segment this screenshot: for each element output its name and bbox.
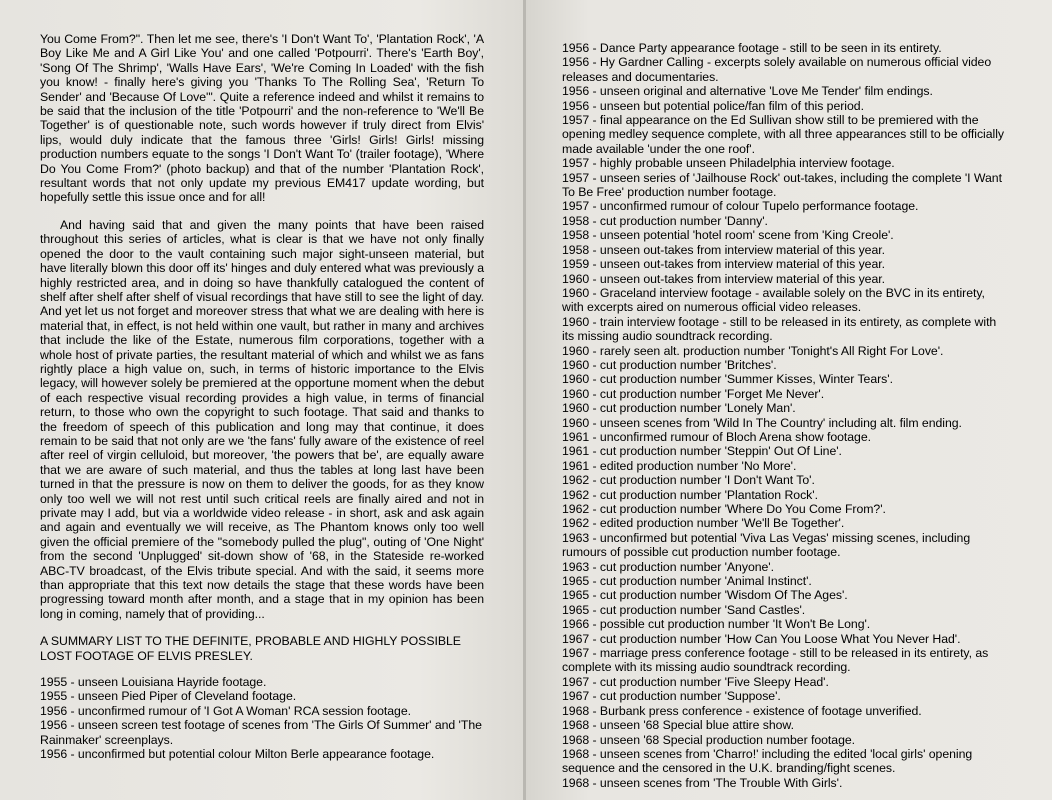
list-item: 1955 - unseen Pied Piper of Cleveland footage.: [40, 689, 297, 704]
list-item: 1968 - unseen scenes from 'The Trouble With Girls'.: [562, 775, 843, 790]
list-item: 1960 - Graceland interview footage - available solely on the BVC in its entirety, with excerpts aired on numerous official video releases.: [562, 285, 985, 315]
list-item: 1960 - cut production number 'Forget Me Never'.: [562, 386, 825, 401]
list-item: 1956 - unconfirmed rumour of 'I Got A Woman' RCA session footage.: [40, 703, 412, 718]
list-item: 1968 - unseen '68 Special production number footage.: [562, 732, 856, 747]
list-item: 1962 - cut production number 'Plantation Rock'.: [562, 487, 818, 502]
list-item: 1966 - possible cut production number 'It Won't Be Long'.: [562, 617, 871, 632]
list-item: 1967 - cut production number 'Suppose'.: [562, 689, 781, 704]
list-item: 1967 - cut production number 'How Can You Loose What You Never Had'.: [562, 631, 961, 646]
list-item: 1962 - cut production number 'I Don't Want To'.: [562, 473, 815, 488]
list-item: 1955 - unseen Louisiana Hayride footage.: [40, 675, 267, 690]
list-item: 1962 - cut production number 'Where Do You Come From?'.: [562, 502, 886, 516]
list-item: 1960 - train interview footage - still to be released in its entirety, as complete with its missing audio soundtrack recording.: [562, 314, 997, 344]
list-item: 1956 - unseen screen test footage of scenes from 'The Girls Of Summer' and 'The Rainmaker' screenplays.: [40, 718, 482, 747]
list-item: 1956 - unseen original and alternative 'Love Me Tender' film endings.: [562, 84, 933, 99]
list-item: 1960 - rarely seen alt. production number 'Tonight's All Right For Love'.: [562, 343, 944, 358]
list-item: 1967 - cut production number 'Five Sleepy Head'.: [562, 674, 829, 689]
list-item: 1961 - edited production number 'No More'.: [562, 458, 797, 473]
article-paragraph-2: And having said that and given the many points that have been raised throughout this series of articles, what is clear is that we have not only finally opened the door to the vault containing such major sight-unseen material, but have literally blown this door off its' hinges and duly entered what was previously a highly restricted area, and in doing so have thankfully catalogued the content of shelf after shelf after shelf of visual recordings that have still to see the light of day. And yet let us not forget and moreover stress that what we are dealing with here is material that, in effect, is not held within one vault, but rather in many and archives that include the like of the Estate, numerous film corporations, together with a whole host of private parties, the resultant material of which and whilst we as fans rightly place a high value on, such, in terms of historic importance to the Elvis legacy, will however solely be premiered at the opportune moment when the debut of each respective visual recording provides a high value, in terms of financial return, to those who own the copyright to such footage. That said and thanks to the freedom of speech of this publication and long may that continue, it does remain to be said that not only are we 'the fans' fully aware of the existence of reel after reel of virgin celluloid, but moreover, 'the powers that be', are equally aware that we are aware of such material, and thus the tables at long last have been turned in that the pressure is now on them to deliver the goods, for as they know only too well we will not rest until such critical reels are finally aired and not in private may I add, but via a worldwide video release - in short, ask and ask again and again and eventually we will receive, as The Phantom knows only too well given the official premiere of the "somebody pulled the plug", outing of 'One Night' from the second 'Unplugged' sit-down show of '68, in the Stateside re-worked ABC-TV broadcast, of the Elvis tribute special. And with the said, it seems more than appropriate that this text now details the stage that these words have been progressing toward month after month, and a stage that in my opinion has been long in coming, namely that of providing...: [40, 217, 484, 621]
list-item: 1957 - final appearance on the Ed Sullivan show still to be premiered with the opening medley sequence complete, with all three appearances still to be officially made available 'under the one roof'.: [562, 113, 1004, 156]
article-paragraph-1: You Come From?". Then let me see, there's 'I Don't Want To', 'Plantation Rock', 'A Boy Like Me and A Girl Like You' and one called 'Potpourri'. There's 'Earth Boy', 'Song Of The Shrimp', 'Walls Have Ears', 'We're Coming In Loaded' with the fish you know! - finally here's giving you 'Thanks To The Rolling Sea', 'Return To Sender' and 'Because Of Love'". Quite a reference indeed and whilst it remains to be said that the inclusion of the title 'Potpourri' and the non-reference to 'We'll Be Together' is of questionable note, such words however if truly direct from Elvis' lips, would duly indicate that the famous three 'Girls! Girls! Girls! missing production numbers equate to the songs 'I Don't Want To' (trailer footage), 'Where Do You Come From?' (photo backup) and that of the number 'Plantation Rock', resultant words that not only update my previous EM417 update wording, but hopefully settle this issue once and for all!: [40, 32, 484, 205]
list-item: 1957 - unconfirmed rumour of colour Tupelo performance footage.: [562, 199, 919, 214]
list-item: 1961 - cut production number 'Steppin' Out Of Line'.: [562, 444, 842, 459]
list-item: 1968 - unseen scenes from 'Charro!' including the edited 'local girls' opening sequence and the censored in the U.K. branding/fight scenes.: [562, 746, 973, 776]
footage-list-right: [562, 41, 1004, 790]
list-item: 1965 - cut production number 'Sand Castles'.: [562, 602, 806, 617]
list-item: 1963 - cut production number 'Anyone'.: [562, 559, 774, 574]
list-item: 1957 - unseen series of 'Jailhouse Rock' out-takes, including the complete 'I Want To Be Free' production number footage.: [562, 170, 1002, 200]
list-item: 1958 - cut production number 'Danny'.: [562, 213, 768, 228]
list-item: 1956 - Hy Gardner Calling - excerpts solely available on numerous official video releases and documentaries.: [562, 55, 992, 84]
list-item: 1960 - unseen scenes from 'Wild In The Country' including alt. film ending.: [562, 415, 962, 430]
list-item: 1967 - marriage press conference footage - still to be released in its entirety, as complete with its missing audio soundtrack recording.: [562, 646, 989, 675]
list-item: 1965 - cut production number 'Animal Instinct'.: [562, 574, 812, 589]
list-item: 1968 - unseen '68 Special blue attire show.: [562, 718, 794, 733]
list-item: 1961 - unconfirmed rumour of Bloch Arena show footage.: [562, 429, 872, 444]
list-item: 1960 - cut production number 'Lonely Man'.: [562, 401, 796, 416]
list-item: 1960 - cut production number 'Britches'.: [562, 357, 777, 372]
list-item: 1960 - cut production number 'Summer Kisses, Winter Tears'.: [562, 372, 893, 387]
list-item: 1960 - unseen out-takes from interview material of this year.: [562, 271, 885, 286]
list-item: 1956 - unconfirmed but potential colour Milton Berle appearance footage.: [40, 747, 435, 762]
left-page-text: [40, 32, 484, 762]
list-item: 1968 - Burbank press conference - existence of footage unverified.: [562, 703, 922, 718]
list-item: 1963 - unconfirmed but potential 'Viva Las Vegas' missing scenes, including rumours of possible cut production number footage.: [562, 530, 971, 560]
list-item: 1965 - cut production number 'Wisdom Of The Ages'.: [562, 588, 848, 603]
list-item: 1958 - unseen potential 'hotel room' scene from 'King Creole'.: [562, 228, 894, 243]
list-item: 1962 - edited production number 'We'll Be Together'.: [562, 516, 845, 531]
footage-list-left: [40, 675, 484, 761]
list-item: 1958 - unseen out-takes from interview material of this year.: [562, 242, 885, 257]
list-item: 1957 - highly probable unseen Philadelphia interview footage.: [562, 156, 895, 171]
summary-list-heading: A SUMMARY LIST TO THE DEFINITE, PROBABLE AND HIGHLY POSSIBLE LOST FOOTAGE OF ELVIS PRESLEY.: [40, 634, 461, 663]
list-item: 1956 - Dance Party appearance footage - still to be seen in its entirety.: [562, 41, 942, 55]
list-item: 1956 - unseen but potential police/fan film of this period.: [562, 98, 864, 113]
list-item: 1959 - unseen out-takes from interview material of this year.: [562, 257, 885, 272]
